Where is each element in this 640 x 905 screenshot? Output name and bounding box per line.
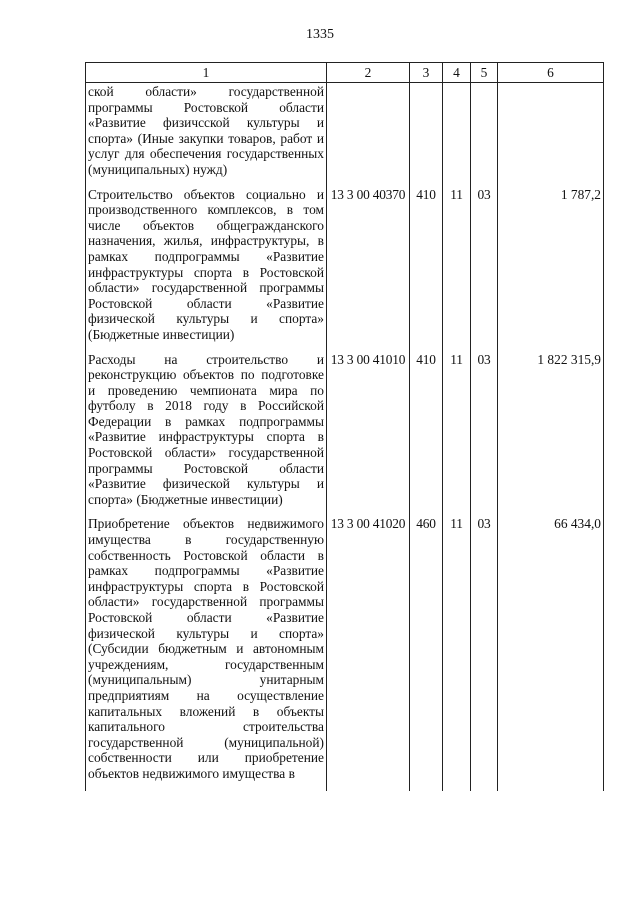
column-header: 6 <box>498 63 604 83</box>
row-expense-type: 460 <box>410 516 443 790</box>
row-subsection: 03 <box>471 187 498 352</box>
budget-table <box>85 62 604 791</box>
row-target-code: 13 3 00 41010 <box>327 352 410 517</box>
row-expense-type: 410 <box>410 352 443 517</box>
page-number: 1335 <box>306 27 334 42</box>
column-header: 1 <box>86 63 327 83</box>
row-description: Приобретение объектов недвижимого имущества в государственную собственность Ростовской области в рамках подпрограммы «Развитие инфраструктуры спорта в Ростовской области» государственной программы Ростовской области «Развитие физической культуры и спорта» (Субсидии бюджетным и автономным учреждениям, государственным (муниципальным) унитарным предприятиям на осуществление капитальных вложений в объекты капитального строительства государственной (муниципальной) собственности или приобретение объектов недвижимого имущества в <box>86 516 327 790</box>
row-section: 11 <box>443 352 471 517</box>
column-header: 4 <box>443 63 471 83</box>
table-row <box>86 352 604 517</box>
row-subsection: 03 <box>471 352 498 517</box>
row-description: Строительство объектов социально и производственного комплексов, в том числе объектов общегражданского назначения, жилья, инфраструктуры, в рамках подпрограммы «Развитие инфраструктуры спорта в Ростовской области» государственной программы Ростовской области «Развитие физической культуры и спорта» (Бюджетные инвестиции) <box>86 187 327 352</box>
row-description: Расходы на строительство и реконструкцию объектов по подготовке и проведению чемпионата мира по футболу в 2018 году в Российской Федерации в рамках подпрограммы «Развитие инфраструктуры спорта в Ростовской области» государственной программы Ростовской области «Развитие физической культуры и спорта» (Бюджетные инвестиции) <box>86 352 327 517</box>
row-target-code <box>327 83 410 187</box>
row-subsection <box>471 83 498 187</box>
row-expense-type <box>410 83 443 187</box>
row-description: ской области» государственной программы Ростовской области «Развитие физичсской культуры и спорта» (Иные закупки товаров, работ и услуг для обеспечения государственных (муниципальных) нужд) <box>86 83 327 187</box>
column-header: 5 <box>471 63 498 83</box>
row-section: 11 <box>443 516 471 790</box>
table-row <box>86 83 604 187</box>
row-amount: 1 822 315,9 <box>498 352 604 517</box>
row-amount <box>498 83 604 187</box>
column-header: 2 <box>327 63 410 83</box>
row-target-code: 13 3 00 40370 <box>327 187 410 352</box>
row-section: 11 <box>443 187 471 352</box>
row-section <box>443 83 471 187</box>
table-header-row <box>86 63 604 83</box>
row-expense-type: 410 <box>410 187 443 352</box>
row-target-code: 13 3 00 41020 <box>327 516 410 790</box>
column-header: 3 <box>410 63 443 83</box>
row-amount: 1 787,2 <box>498 187 604 352</box>
table-row <box>86 516 604 790</box>
row-amount: 66 434,0 <box>498 516 604 790</box>
row-subsection: 03 <box>471 516 498 790</box>
table-row <box>86 187 604 352</box>
